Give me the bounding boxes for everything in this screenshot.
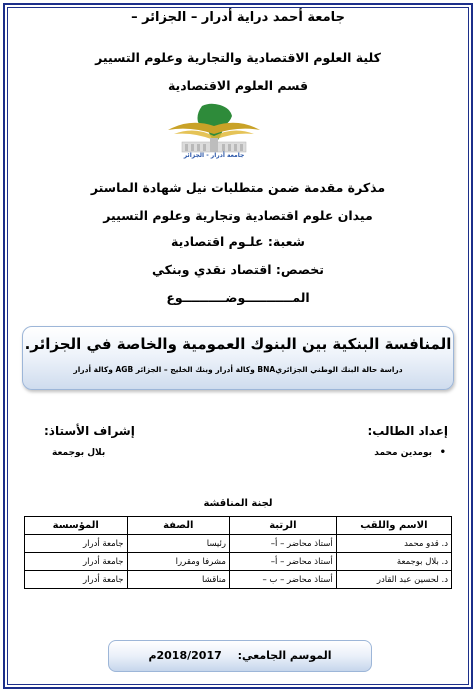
jury-cell-name: د. بلال بوجمعة (336, 553, 451, 571)
table-row (25, 571, 452, 589)
jury-cell-role: رئيسا (127, 535, 229, 553)
logo-caption: جامعة أدرار - الجزائر (183, 152, 245, 159)
academic-year (109, 649, 371, 662)
academic-year-box (108, 640, 372, 672)
university-name: جامعة أحمد دراية أدرار – الجزائر – (131, 10, 345, 25)
jury-header-name: الاسم واللقب (336, 517, 451, 535)
jury-cell-institution: جامعة أدرار (25, 571, 128, 589)
thesis-title-box (22, 326, 454, 390)
jury-header-role: الصفة (127, 517, 229, 535)
table-row (25, 535, 452, 553)
academic-year-value: 2018/2017م (148, 649, 222, 662)
jury-cell-institution: جامعة أدرار (25, 535, 128, 553)
supervisor-label: إشراف الأستاذ: (44, 424, 135, 438)
student-bullet: • (439, 447, 446, 458)
jury-title: لجنة المناقشة (203, 498, 273, 509)
thesis-branch: شعبة: علـوم اقتصادية (171, 234, 305, 249)
jury-cell-role: مشرفا ومقررا (127, 553, 229, 571)
jury-cell-rank: أستاذ محاضر – أ– (229, 553, 336, 571)
jury-cell-name: د. قدو محمد (336, 535, 451, 553)
thesis-subtitle: دراسة حالة البنك الوطني الجزائريBNA وكالة أدرار وبنك الخليج – الجزائر AGB وكالة أدرار (73, 365, 403, 374)
jury-cell-institution: جامعة أدرار (25, 553, 128, 571)
thesis-specialty: تخصص: اقتصاد نقدي وبنكي (152, 262, 324, 277)
thesis-title: المنافسة البنكية بين البنوك العمومية والخاصة في الجزائر. (24, 335, 452, 353)
student-label: إعداد الطالب: (367, 424, 448, 438)
jury-cell-rank: أستاذ محاضر – أ– (229, 535, 336, 553)
jury-table (24, 516, 452, 589)
jury-cell-rank: أستاذ محاضر – ب – (229, 571, 336, 589)
thesis-field: ميدان علوم اقتصادية وتجارية وعلوم التسيير (103, 208, 373, 223)
jury-cell-role: مناقشا (127, 571, 229, 589)
faculty-name: كلية العلوم الاقتصادية والتجارية وعلوم التسيير (95, 50, 381, 65)
jury-cell-name: د. لحسين عبد القادر (336, 571, 451, 589)
subject-label: المـــــــــــوضــــــــــوع (166, 290, 310, 305)
thesis-purpose: مذكرة مقدمة ضمن متطلبات نيل شهادة الماستر (90, 180, 386, 195)
jury-header-rank: الرتبة (229, 517, 336, 535)
supervisor-name: بلال بوجمعة (52, 448, 106, 458)
jury-header-row (25, 517, 452, 535)
jury-header-institution: المؤسسة (25, 517, 128, 535)
academic-year-label: الموسم الجامعي: (237, 649, 332, 662)
student-name: بومدين محمد (374, 448, 432, 458)
department-name: قسم العلوم الاقتصادية (167, 78, 309, 93)
table-row (25, 553, 452, 571)
